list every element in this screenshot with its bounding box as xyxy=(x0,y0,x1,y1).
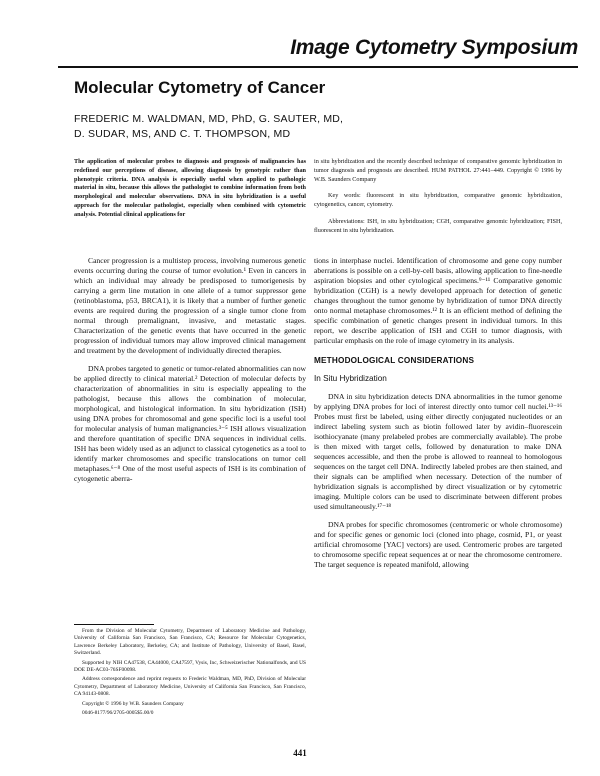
footnote-support: Supported by NIH CA47538, CA44000, CA47597, Vysis, Inc, Schweizerischer Nationalfonds, and US DOE DE-AC03-76SF00098. xyxy=(74,659,306,674)
footnote-rule xyxy=(74,624,154,625)
footnotes xyxy=(74,628,306,719)
author-list xyxy=(74,112,364,142)
abstract-abbreviations: Abbreviations: ISH, in situ hybridization; CGH, comparative genomic hybridization; FISH, fluorescent in situ hybridization. xyxy=(314,217,562,234)
abstract-right-column xyxy=(314,158,562,244)
body-paragraph: DNA in situ hybridization detects DNA abnormalities in the tumor genome by applying DNA probes for loci of interest directly onto tumor cell nuclei.¹³⁻¹⁶ Probes must first be labeled, using either directly conjugated nucleotides or an indirect labeling system such as biotin followed later by avidin–fluorescein isothiocyanate (many prelabeled probes are commercially available). The probe is then mixed with target cells, followed by denaturation to make DNA sequences accessible, and then the probe is allowed to reanneal to homologous sequences on the target cell DNA. Indirectly labeled probes are then stained, and their signals can be amplified when necessary. Detection of the number of hybridization signals is accomplished by direct visualization or by cytometric imaging. Multiple colors can be used to discriminate between different probes used simultaneously.¹⁷⁻¹⁸ xyxy=(314,392,562,511)
abstract-keywords: Key words: fluorescent in situ hybridization, comparative genomic hybridization, cytogenetics, cancer, cytometry. xyxy=(314,192,562,209)
header-rule xyxy=(58,66,578,68)
authors-line-1: FREDERIC M. WALDMAN, MD, PhD, G. SAUTER, MD, xyxy=(74,113,344,125)
article-title: Molecular Cytometry of Cancer xyxy=(74,78,326,97)
body-left-column xyxy=(74,256,306,492)
abstract-left-column xyxy=(74,158,306,228)
body-paragraph: DNA probes for specific chromosomes (centromeric or whole chromosome) and for specific genes or genomic loci (cloned into phage, cosmid, P1, or yeast artificial chromosome [YAC] vectors) are used. Centromeric probes are targeted to chromosome specific repeat sequences at or near the chromosome centromere. The target sequence is repeated manifold, allowing xyxy=(314,520,562,569)
body-paragraph: Cancer progression is a multistep process, involving numerous genetic events occurring during the course of tumor evolution.¹ Even in cancers in which an individual may already be predisposed to tumorigenesis by carrying a germ line mutation in one allele of a tumor suppressor gene (retinoblastoma, p53, BRCA1), it is likely that a number of further genetic events are required during the progression of a single tumor clone from normal through premalignant, invasive, and metastatic stages. Characterization of the genetic events that have occurred in the genetic progression of individual tumors may allow improved clinical management and treatment by the development of individually directed therapies. xyxy=(74,256,306,355)
authors-line-2: D. SUDAR, MS, AND C. T. THOMPSON, MD xyxy=(74,128,291,140)
abstract-text: The application of molecular probes to diagnosis and prognosis of malignancies has redefined our perceptions of disease, allowing diagnosis by genotypic rather than phenotypic criteria. DNA analysis is especially useful when applied to pathologic material in situ, because this allows the pathologist to combine information from both morphological and molecular observations. DNA in situ hybridization is a useful approach for the molecular pathologist, especially when combined with cytometric analysis. Potential clinical applications for xyxy=(74,158,306,218)
section-heading: Image Cytometry Symposium xyxy=(290,36,578,59)
body-right-column xyxy=(314,256,562,578)
footnote-correspondence: Address correspondence and reprint requests to Frederic Waldman, MD, PhD, Division of Molecular Cytometry, Department of Laboratory Medicine, University of California San Francisco, San Francisco, CA 94143-0808. xyxy=(74,676,306,698)
footnote-copyright: Copyright © 1996 by W.B. Saunders Company xyxy=(82,700,184,707)
footnote-affiliation: From the Division of Molecular Cytometry, Department of Laboratory Medicine and Pathology, University of California San Francisco, San Francisco, CA; Resource for Molecular Cytogenetics, Lawrence Berkeley Laboratory, Berkeley, CA; and Institute of Pathology, University of Basel, Basel, Switzerland. xyxy=(74,628,306,657)
footnote-issn: 0046-8177/96/2705-0005$5.00/0 xyxy=(82,710,154,717)
body-paragraph: tions in interphase nuclei. Identification of chromosome and gene copy number aberrations is possible on a cell-by-cell basis, allowing application to fine-needle aspiration biopsies and other cytological specimens.⁹⁻¹¹ Comparative genomic hybridization (CGH) is a newly developed approach for detection of genetic changes throughout the tumor genome by hybridization of tumor DNA directly onto normal metaphase chromosomes.¹² It is an efficient method of defining the specific combination of genetic changes present in individual tumors. In this report, we describe application of ISH and CGH to tumor diagnosis, with particular emphasis on the role of image cytometry in its analysis. xyxy=(314,256,562,345)
subsection-heading-ish: In Situ Hybridization xyxy=(314,374,387,383)
abstract-continuation: in situ hybridization and the recently described technique of comparative genomic hybridization in tumor diagnosis and prognosis are described. HUM PATHOL 27:441–449. Copyright © 1996 by W.B. Saunders Company xyxy=(314,158,562,183)
body-paragraph: DNA probes targeted to genetic or tumor-related abnormalities can now be applied directly to clinical material.² Detection of molecular defects by characterization of abnormalities in situ is especially appealing to the pathologist, because this allows the combination of molecular, morphological, and histological information. In situ hybridization (ISH) using DNA probes for chromosomal and gene specific loci is a useful tool for molecular analysis of human malignancies.³⁻⁵ ISH allows visualization and therefore quantitation of specific DNA sequences in individual cells. ISH has been widely used as an adjunct to classical cytogenetics as a tool to identify marker chromosomes and specific translocations on tumor cell metaphases.⁶⁻⁸ One of the most useful aspects of ISH is its combination of cytogenetic aberra- xyxy=(74,364,306,483)
page-number: 441 xyxy=(293,748,307,758)
section-heading-methods: METHODOLOGICAL CONSIDERATIONS xyxy=(314,356,475,365)
